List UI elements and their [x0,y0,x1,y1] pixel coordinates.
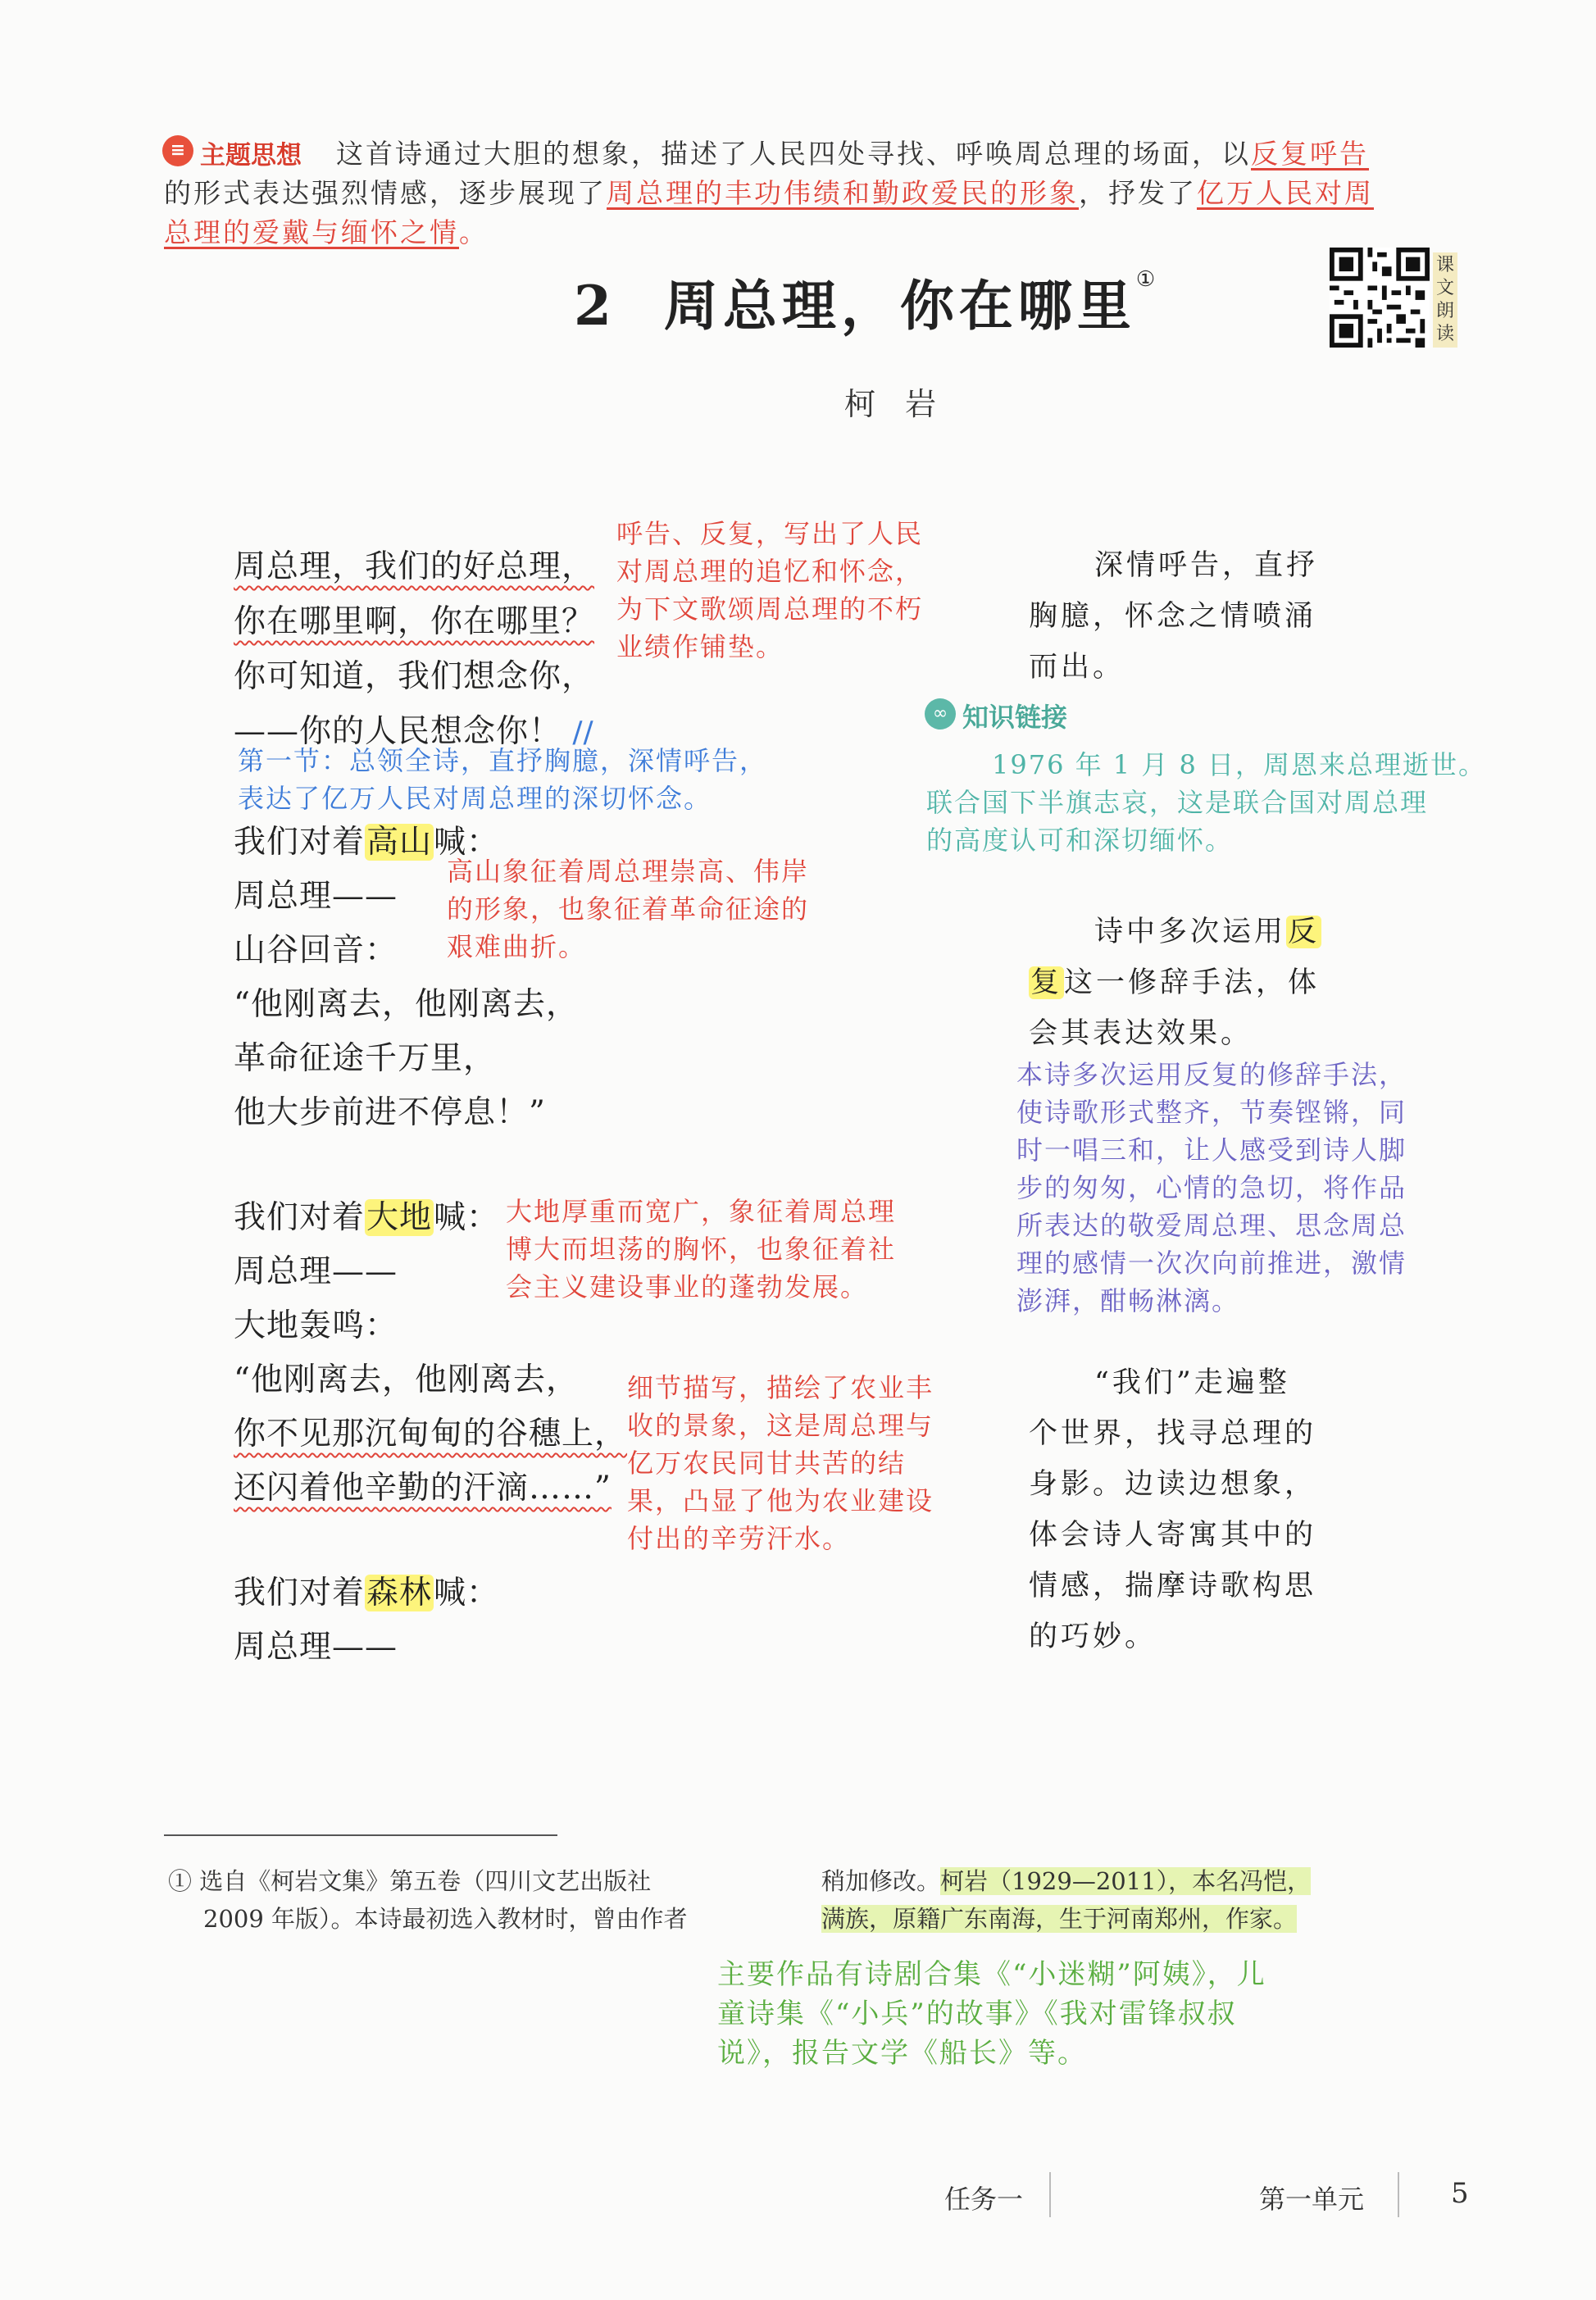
knowledge-link-label: 知识链接 [962,702,1068,733]
footer-unit: 第一单元 [1259,2184,1365,2215]
poem-line: 革命征途千万里， [234,1040,497,1077]
footnote-right-line: 满族，原籍广东南海，生于河南郑州，作家。 [821,1905,1298,1933]
lesson-title: 2 周总理，你在哪里① [574,267,1161,338]
poem-line: 山谷回音： [234,932,398,969]
annotation-red-4: 细节描写，描绘了农业丰 收的景象，这是周总理与 亿万农民同甘共苦的结 果，凸显了他为农业建设 付出的辛劳汗水。 [627,1372,934,1554]
theme-line-3: 总理的爱戴与缅怀之情。 [164,216,489,248]
link-icon: ∞ [925,698,956,730]
poem-line: 你不见那沉甸甸的谷穗上， [234,1416,628,1452]
footnote-left-line: 2009 年版）。本诗最初选入教材时，曾由作者 [203,1905,688,1933]
poem-line: 我们对着森林喊： [234,1575,500,1611]
annotation-blue-1: 第一节：总领全诗，直抒胸臆，深情呼告， 表达了亿万人民对周总理的深切怀念。 [238,745,768,814]
side-question-3-line: “我们”走遍整 [1094,1366,1290,1399]
section-divider-mark: // [572,716,594,749]
poem-line: 周总理—— [234,1253,398,1290]
poem-line: 我们对着高山喊： [234,824,500,861]
footnote-left-line: ① 选自《柯岩文集》第五卷（四川文艺出版社 [168,1867,652,1895]
side-question-2-line: 会其表达效果。 [1029,1017,1253,1050]
poem-line: 他大步前进不停息！” [234,1094,546,1131]
side-question-1-line: 胸臆，怀念之情喷涌 [1029,600,1317,633]
theme-line-2: 的形式表达强烈情感，逐步展现了周总理的丰功伟绩和勤政爱民的形象，抒发了亿万人民对周 [164,177,1374,209]
footnote-rule [164,1834,557,1836]
poem-line: 周总理—— [234,1629,398,1666]
author-name: 柯岩 [844,386,966,422]
side-question-1-line: 而出。 [1029,651,1125,684]
annotation-green-1: 主要作品有诗剧合集《“小迷糊”阿姨》，儿 童诗集《“小兵”的故事》《我对雷锋叔叔 说》，报告文学《船长》等。 [717,1958,1266,2070]
poem-line: 周总理，我们的好总理， [234,548,595,585]
theme-label: 主题思想 [200,141,302,170]
theme-line-1: 这首诗通过大胆的想象，描述了人民四处寻找、呼唤周总理的场面，以反复呼告 [336,138,1369,170]
side-question-3-line: 个世界，找寻总理的 [1029,1417,1317,1450]
poem-line: 我们对着大地喊： [234,1199,500,1236]
poem-line: “他刚离去，他刚离去， [234,1361,579,1398]
theme-icon: ≡ [162,135,193,166]
poem-line: 你在哪里啊，你在哪里？ [234,603,595,640]
poem-line: ——你的人民想念你！ // [234,713,594,750]
poem-line: 你可知道，我们想念你， [234,658,595,695]
annotation-purple-1: 本诗多次运用反复的修辞手法， 使诗歌形式整齐，节奏铿锵，同 时一唱三和，让人感受到诗人脚 步的匆匆，心情的急切，将作品 所表达的敬爱周总理、思念周总 理的感情一次次向前推进，激情 澎湃，酣畅淋漓。 [1016,1059,1407,1316]
qr-code-icon[interactable] [1330,248,1430,348]
annotation-red-3: 大地厚重而宽广，象征着周总理 博大而坦荡的胸怀，也象征着社 会主义建设事业的蓬勃发展。 [506,1196,897,1302]
side-question-2-line: 复这一修辞手法，体 [1030,966,1321,999]
footer-divider [1049,2172,1051,2217]
annotation-red-2: 高山象征着周总理崇高、伟岸 的形象，也象征着革命征途的 艰难曲折。 [447,856,810,962]
side-question-2-line: 诗中多次运用反 [1094,916,1321,948]
side-question-3-line: 体会诗人寄寓其中的 [1029,1519,1317,1552]
qr-label: 课 文 朗 读 [1433,252,1457,348]
side-question-3-line: 的巧妙。 [1029,1620,1157,1653]
footnote-right-line: 稍加修改。柯岩（1929—2011），本名冯恺， [821,1867,1312,1895]
poem-line: 周总理—— [234,878,398,915]
side-question-3-line: 情感，揣摩诗歌构思 [1029,1570,1317,1602]
side-question-1-line: 深情呼告，直抒 [1094,549,1319,582]
poem-line: 还闪着他辛勤的汗滴……” [234,1470,612,1507]
poem-line: “他刚离去，他刚离去， [234,986,579,1023]
side-question-3-line: 身影。边读边想象， [1029,1468,1317,1501]
footer-divider [1398,2172,1399,2217]
poem-line: 大地轰鸣： [234,1307,398,1344]
annotation-teal-1: 1976 年 1 月 8 日，周恩来总理逝世。 联合国下半旗志哀，这是联合国对周总理 的高度认可和深切缅怀。 [926,749,1487,856]
annotation-red-1: 呼告、反复，写出了人民 对周总理的追忆和怀念， 为下文歌颂周总理的不朽 业绩作铺垫。 [616,518,924,662]
page-number: 5 [1451,2177,1469,2210]
footer-task: 任务一 [944,2184,1024,2215]
